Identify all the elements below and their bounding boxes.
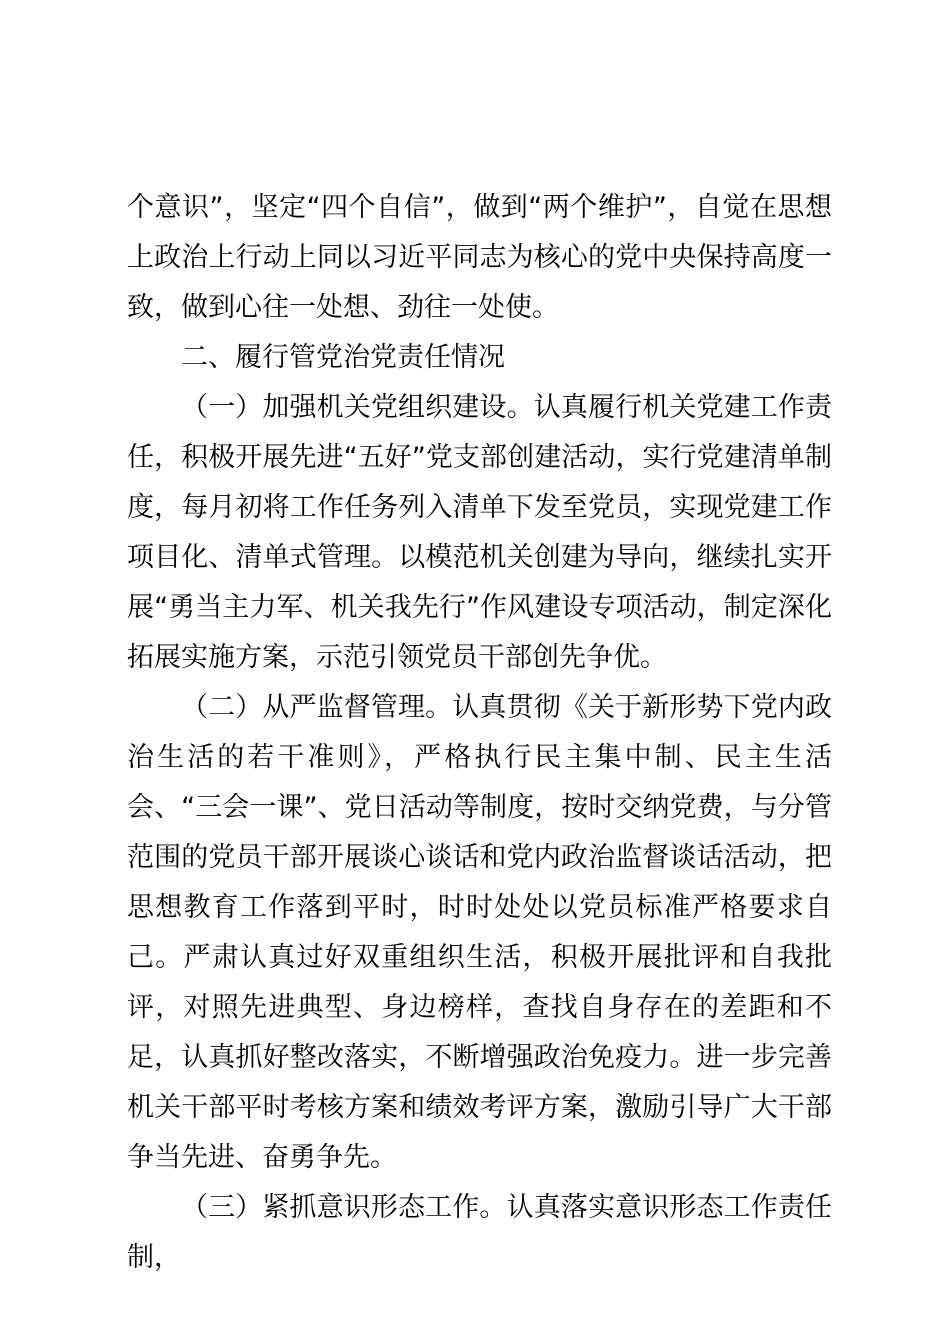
- section-heading: 二、履行管党治党责任情况: [181, 342, 505, 373]
- paragraph-continuation: 个意识”，坚定“四个自信”，做到“两个维护”，自觉在思想上政治上行动上同以习近平同志为核心的党中央保持高度一致，做到心往一处想、劲往一处使。: [127, 192, 832, 323]
- paragraph-party-organization: （一）加强机关党组织建设。认真履行机关党建工作责任，积极开展先进“五好”党支部创建活动，实行党建清单制度，每月初将工作任务列入清单下发至党员，实现党建工作项目化、清单式管理。以模范机关创建为导向，继续扎实开展“勇当主力军、机关我先行”作风建设专项活动，制定深化拓展实施方案，示范引领党员干部创先争优。: [127, 392, 832, 673]
- paragraph-supervision: （二）从严监督管理。认真贯彻《关于新形势下党内政治生活的若干准则》，严格执行民主集中制、民主生活会、“三会一课”、党日活动等制度，按时交纳党费，与分管范围的党员干部开展谈心谈话和党内政治监督谈话活动，把思想教育工作落到平时，时时处处以党员标准严格要求自己。严肃认真过好双重组织生活，积极开展批评和自我批评，对照先进典型、身边榜样，查找自身存在的差距和不足，认真抓好整改落实，不断增强政治免疫力。进一步完善机关干部平时考核方案和绩效考评方案，激励引导广大干部争当先进、奋勇争先。: [127, 692, 832, 1173]
- paragraph-ideology: （三）紧抓意识形态工作。认真落实意识形态工作责任制，: [127, 1192, 832, 1273]
- document-body: [127, 183, 832, 1283]
